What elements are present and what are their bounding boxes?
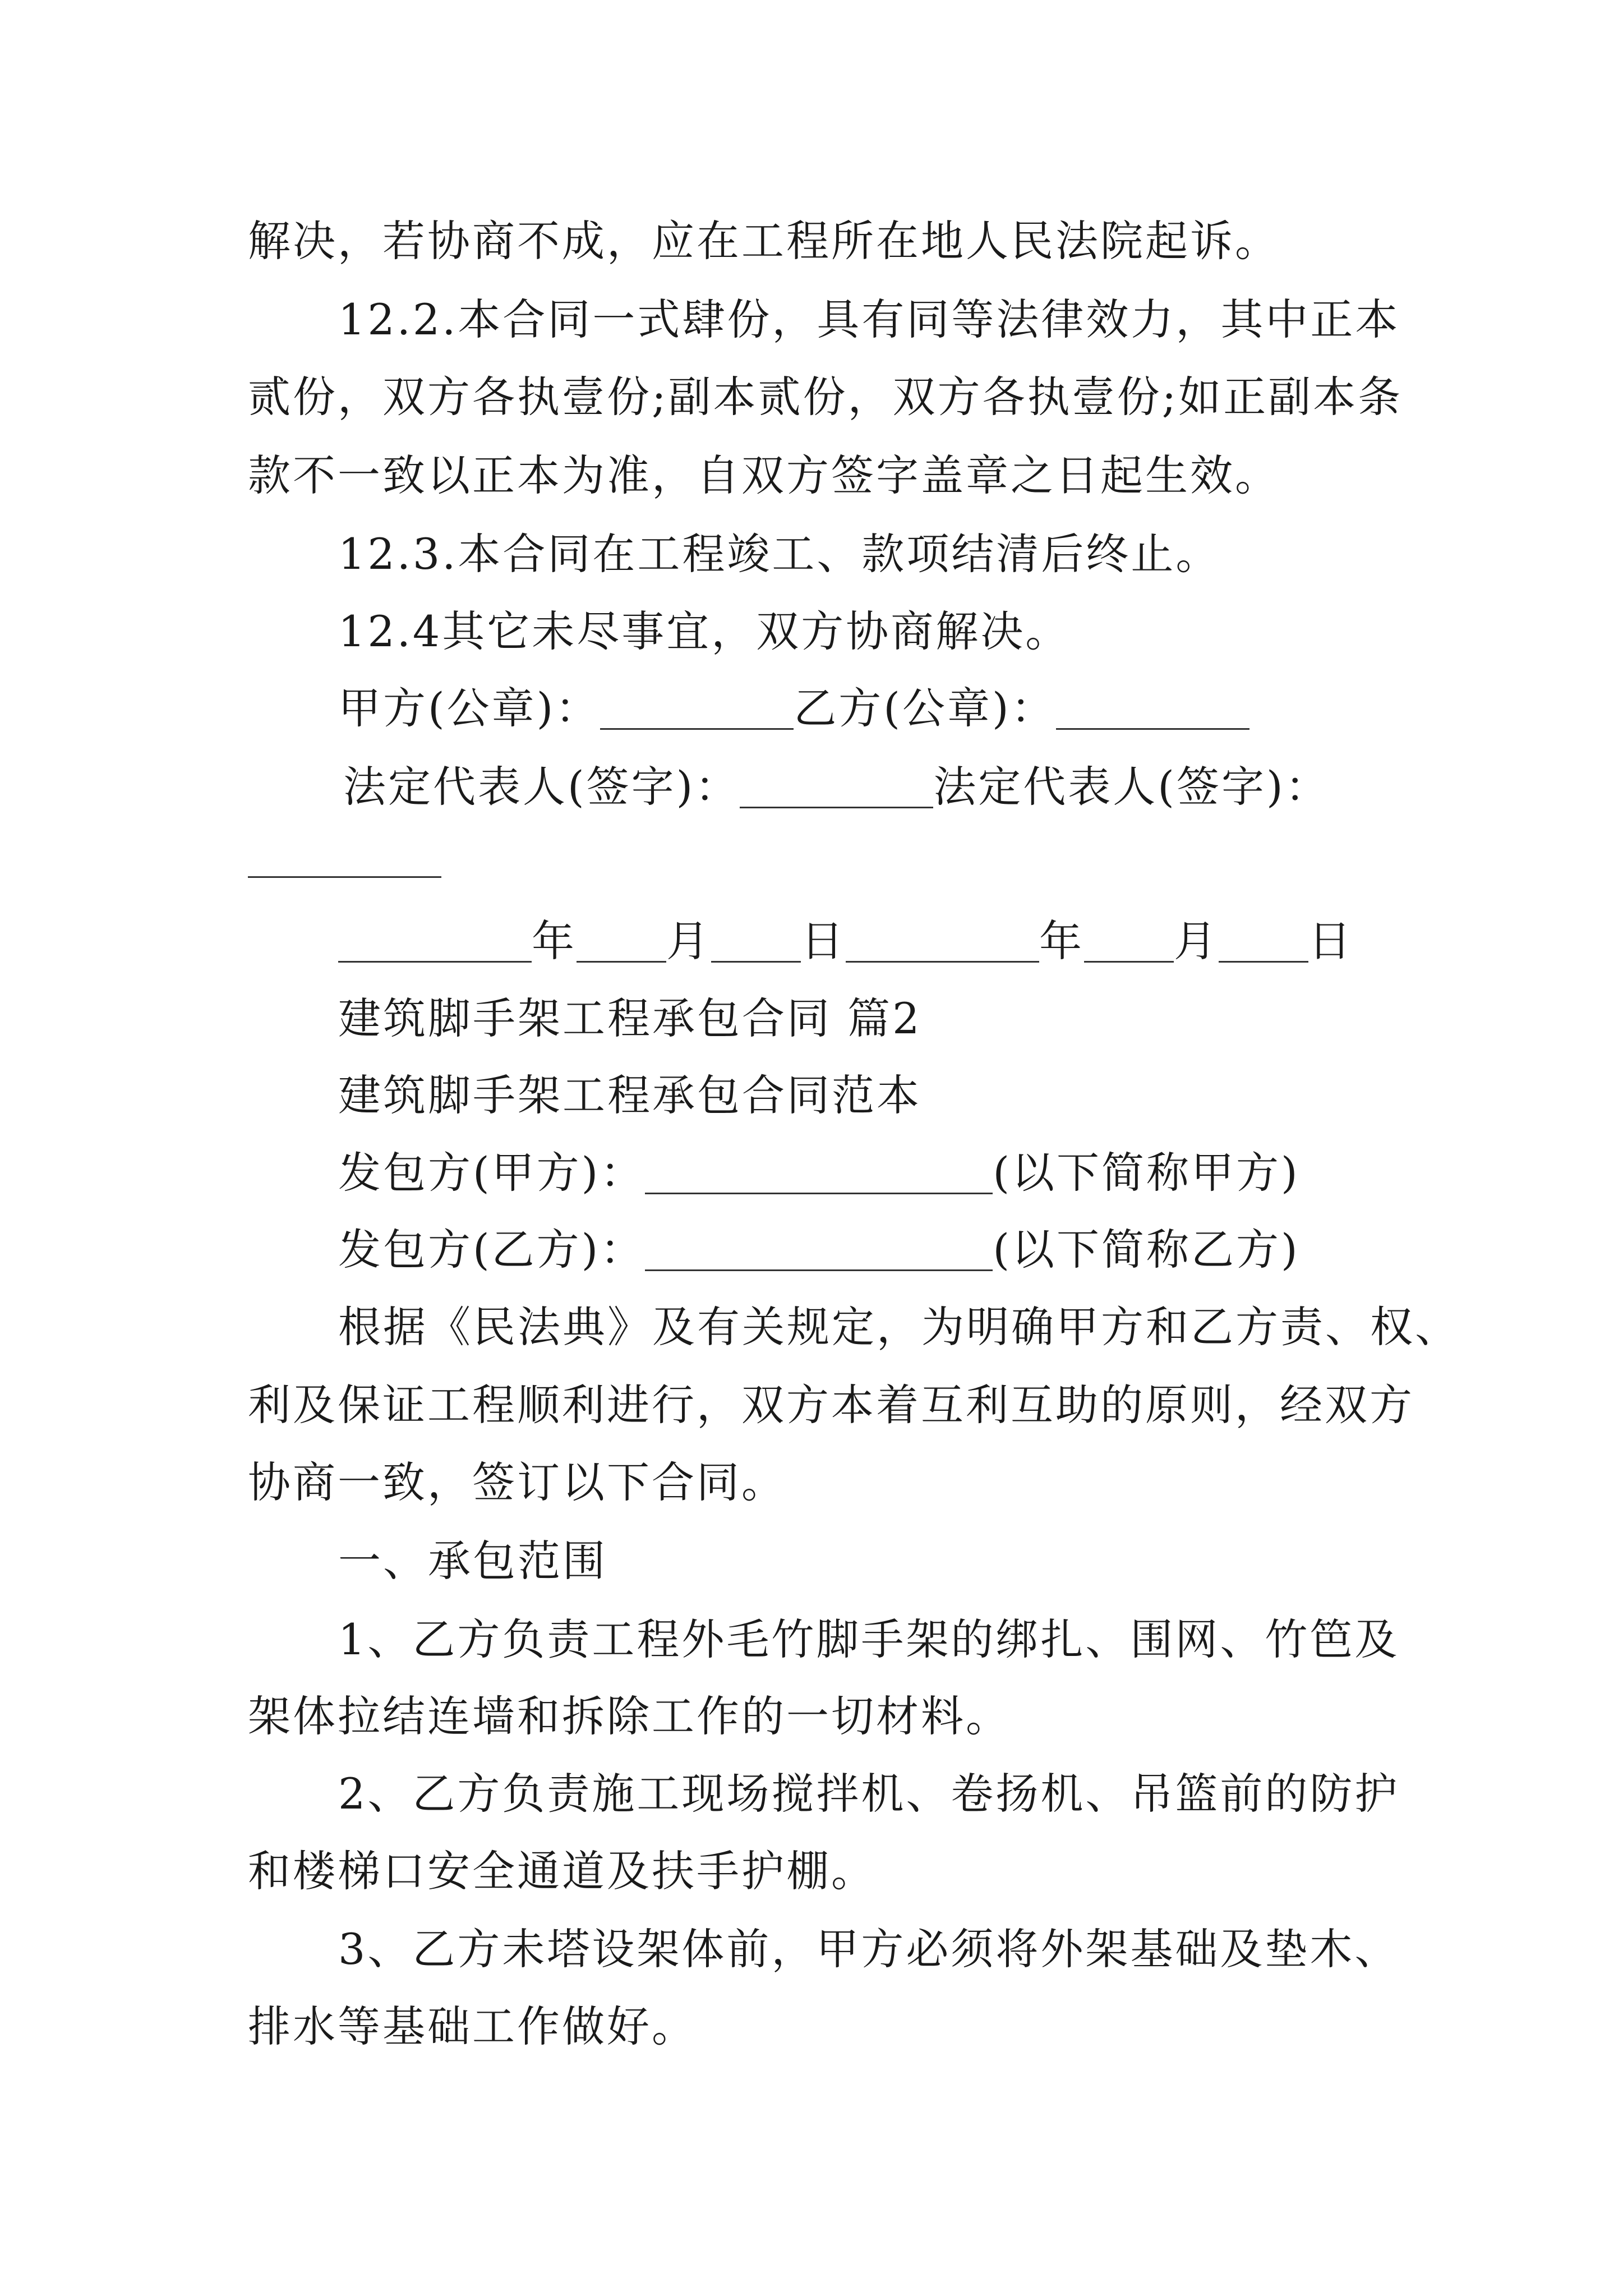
paragraph-line: 解决，若协商不成，应在工程所在地人民法院起诉。 xyxy=(248,216,1280,266)
legal-rep-a-label: 法定代表人(签字)： xyxy=(343,762,740,812)
day-b-blank[interactable] xyxy=(1219,926,1308,963)
year-b-blank[interactable] xyxy=(846,926,1039,963)
paragraph-line: 贰份，双方各执壹份;副本贰份，双方各执壹份;如正副本条 xyxy=(248,372,1403,422)
month-label: 月 xyxy=(666,916,711,966)
legal-rep-a-blank[interactable] xyxy=(740,772,933,808)
contractor-b-label: 发包方(乙方)： xyxy=(338,1225,645,1274)
contractor-b-note: (以下简称乙方) xyxy=(993,1225,1300,1274)
party-a-seal-label: 甲方(公章)： xyxy=(338,683,601,733)
section-heading: 建筑脚手架工程承包合同 篇2 xyxy=(338,993,922,1043)
paragraph-line: 协商一致，签订以下合同。 xyxy=(248,1457,786,1507)
contractor-b-line xyxy=(338,1225,1300,1274)
day-a-blank[interactable] xyxy=(711,926,801,963)
paragraph-line: 2、乙方负责施工现场搅拌机、卷扬机、吊篮前的防护 xyxy=(338,1769,1400,1819)
year-label: 年 xyxy=(532,916,577,966)
paragraph-line: 12.2.本合同一式肆份，具有同等法律效力，其中正本 xyxy=(338,295,1400,344)
signature-line-reps xyxy=(343,762,1330,812)
paragraph-line: 和楼梯口安全通道及扶手护棚。 xyxy=(248,1846,876,1896)
contractor-b-blank[interactable] xyxy=(645,1235,993,1271)
contractor-a-note: (以下简称甲方) xyxy=(993,1148,1300,1198)
party-a-seal-blank[interactable] xyxy=(600,693,794,730)
day-label: 日 xyxy=(801,916,846,966)
day-label: 日 xyxy=(1308,916,1353,966)
signature-line-seals xyxy=(338,683,1249,733)
contractor-a-label: 发包方(甲方)： xyxy=(338,1148,645,1198)
paragraph-line: 排水等基础工作做好。 xyxy=(248,2001,697,2051)
paragraph-line: 架体拉结连墙和拆除工作的一切材料。 xyxy=(248,1691,1011,1741)
year-label: 年 xyxy=(1039,916,1084,966)
year-a-blank[interactable] xyxy=(338,926,532,963)
month-label: 月 xyxy=(1174,916,1219,966)
paragraph-line: 利及保证工程顺利进行，双方本着互利互助的原则，经双方 xyxy=(248,1380,1414,1430)
contract-title: 建筑脚手架工程承包合同范本 xyxy=(338,1070,921,1120)
legal-rep-b-label: 法定代表人(签字)： xyxy=(933,762,1330,812)
month-a-blank[interactable] xyxy=(577,926,666,963)
contractor-a-blank[interactable] xyxy=(645,1158,993,1194)
party-b-seal-blank[interactable] xyxy=(1056,693,1249,730)
date-line xyxy=(338,916,1353,966)
paragraph-line: 3、乙方未塔设架体前，甲方必须将外架基础及垫木、 xyxy=(338,1924,1400,1974)
paragraph-line: 12.3.本合同在工程竣工、款项结清后终止。 xyxy=(338,529,1221,579)
paragraph-line: 1、乙方负责工程外毛竹脚手架的绑扎、围网、竹笆及 xyxy=(338,1614,1400,1664)
month-b-blank[interactable] xyxy=(1084,926,1174,963)
paragraph-line: 款不一致以正本为准，自双方签字盖章之日起生效。 xyxy=(248,450,1280,500)
paragraph-line: 12.4其它未尽事宜，双方协商解决。 xyxy=(338,606,1071,656)
scope-heading: 一、承包范围 xyxy=(338,1536,607,1586)
party-b-seal-label: 乙方(公章)： xyxy=(794,683,1056,733)
contractor-a-line xyxy=(338,1148,1300,1198)
paragraph-line: 根据《民法典》及有关规定，为明确甲方和乙方责、权、 xyxy=(338,1302,1460,1352)
legal-rep-b-blank[interactable] xyxy=(248,876,441,878)
